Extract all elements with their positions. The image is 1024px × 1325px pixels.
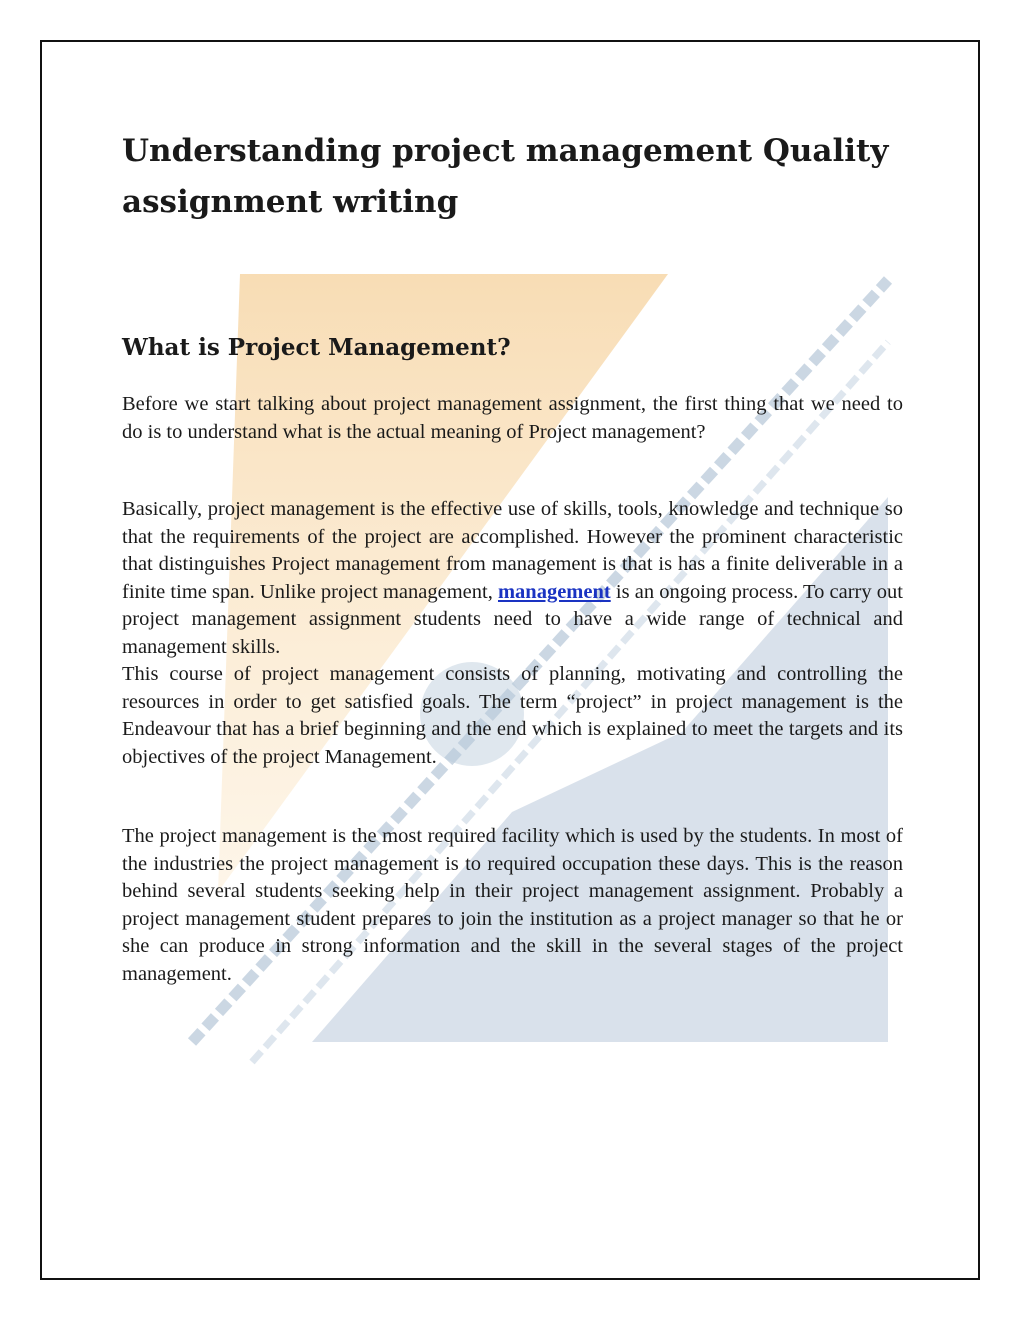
paragraph-usage: The project management is the most required facility which is used by the students. In most of the industries the project management is to required occupation these days. This is the reason behind several students seeking help in their project management assignment. Probably a project management student prepares to join the institution as a project manager so that he or she can produce in strong information and the skill in the several stages of the project management. xyxy=(122,825,903,985)
page-frame xyxy=(40,40,980,1280)
management-link[interactable]: management xyxy=(497,580,611,603)
paragraph-continuation: This course of project management consists of planning, motivating and controlling the resources in order to get satisfied goals. The term “project” in project management is the Endeavour that has a brief beginning and the end which is explained to meet the targets and its objectives of the project Management. xyxy=(122,663,903,768)
paragraph-text: is an ongoing process. To carry out project management assignment students need to have a wide range of technical and management skills. xyxy=(122,580,903,658)
document-title: Understanding project management Quality assignment writing xyxy=(122,133,889,220)
paragraph-intro: Before we start talking about project management assignment, the first thing that we need to do is to understand what is the actual meaning of Project management? xyxy=(122,393,903,443)
paragraph-definition xyxy=(122,496,903,771)
paragraph-text: Basically, project management is the effective use of skills, tools, knowledge and technique so that the requirements of the project are accomplished. However the prominent characteristic that distinguishes Project management from management is that is has a finite deliverable in a finite time span. Unlike project management, xyxy=(122,498,903,603)
document-content xyxy=(122,126,903,988)
section-heading: What is Project Management? xyxy=(122,334,511,361)
